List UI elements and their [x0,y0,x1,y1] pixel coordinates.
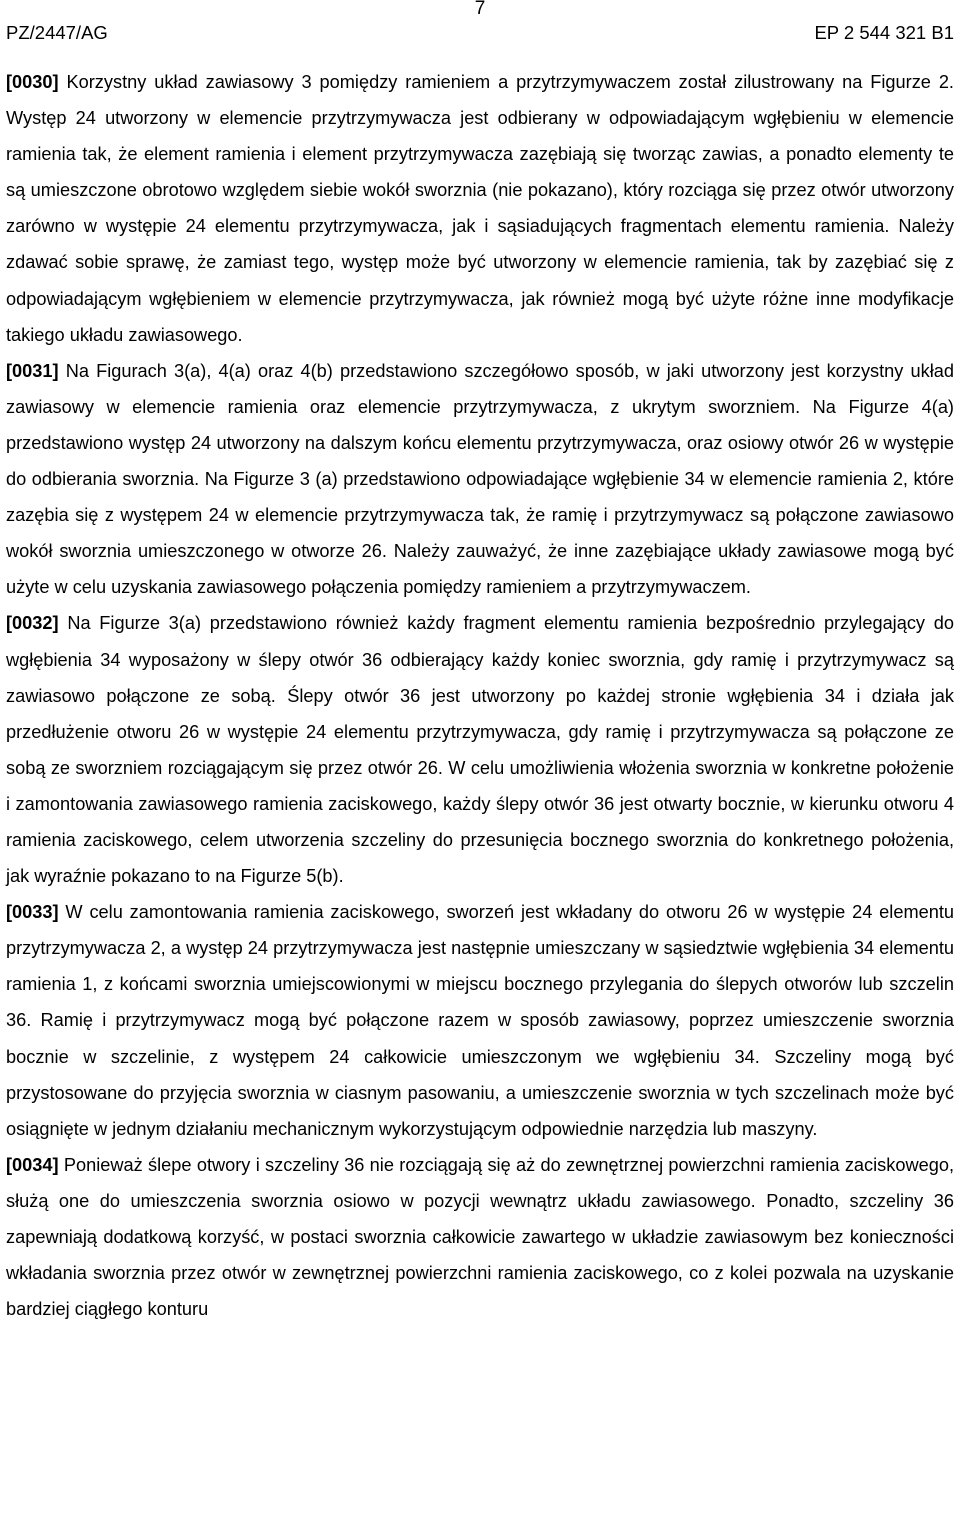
paragraph-number: [0034] [6,1154,59,1175]
paragraph-number: [0031] [6,360,59,381]
document-body [6,64,954,1327]
paragraph-0031 [6,353,954,606]
paragraph-number: [0033] [6,902,59,923]
paragraph-text: Na Figurze 3(a) przedstawiono również każdy fragment elementu ramienia bezpośrednio przylegający do wgłębienia 34 wyposażony w ślepy otwór 36 odbierający każdy koniec sworznia, gdy ramię i przytrzymywacz są zawiasowo połączone ze sobą. Ślepy otwór 36 jest utworzony po każdej stronie wgłębienia 34 i działa jak przedłużenie otworu 26 w występie 24 elementu przytrzymywacza, gdy ramię i przytrzymywacza są połączone ze sobą ze sworzniem rozciągającym się przez otwór 26. W celu umożliwienia włożenia sworznia w konkretne położenie i zamontowania zawiasowego ramienia zaciskowego, każdy ślepy otwór 36 jest otwarty bocznie, w kierunku otworu 4 ramienia zaciskowego, celem utworzenia szczeliny do przesunięcia bocznego sworznia do konkretnego położenia, jak wyraźnie pokazano to na Figurze 5(b). [6,613,954,887]
paragraph-0032 [6,605,954,894]
page-number: 7 [474,0,486,19]
paragraph-text: W celu zamontowania ramienia zaciskowego, sworzeń jest wkładany do otworu 26 w występie 24 elementu przytrzymywacza 2, a występ 24 przytrzymywacza jest następnie umieszczany w sąsiedztwie wgłębienia 34 elementu ramienia 1, z końcami sworznia umiejscowionymi w miejscu bocznego przylegania do ślepych otworów lub szczelin 36. Ramię i przytrzymywacz mogą być połączone razem w sposób zawiasowy, poprzez umieszczenie sworznia bocznie w szczelinie, z występem 24 całkowicie umieszczonym we wgłębieniu 34. Szczeliny mogą być przystosowane do przyjęcia sworznia w ciasnym pasowaniu, a umieszczenie sworznia w tych szczelinach może być osiągnięte w jednym działaniu mechanicznym wykorzystującym odpowiednie narzędzia lub maszyny. [6,902,954,1139]
paragraph-0034 [6,1147,954,1327]
paragraph-text: Na Figurach 3(a), 4(a) oraz 4(b) przedstawiono szczegółowo sposób, w jaki utworzony jest korzystny układ zawiasowy w elemencie ramienia oraz elemencie przytrzymywacza, z ukrytym sworzniem. Na Figurze 4(a) przedstawiono występ 24 utworzony na dalszym końcu elementu przytrzymywacza, oraz osiowy otwór 26 w występie do odbierania sworznia. Na Figurze 3 (a) przedstawiono odpowiadające wgłębienie 34 w elemencie ramienia 2, które zazębia się z występem 24 w elemencie przytrzymywacza tak, że ramię i przytrzymywacz są połączone zawiasowo wokół sworznia umieszczonego w otworze 26. Należy zauważyć, że inne zazębiające układy zawiasowe mogą być użyte w celu uzyskania zawiasowego połączenia pomiędzy ramieniem a przytrzymywaczem. [6,360,954,598]
paragraph-text: Ponieważ ślepe otwory i szczeliny 36 nie rozciągają się aż do zewnętrznej powierzchni ramienia zaciskowego, służą one do umieszczenia sworznia osiowo w pozycji wewnątrz układu zawiasowego. Ponadto, szczeliny 36 zapewniają dodatkową korzyść, w postaci sworznia całkowicie zawartego w układzie zawiasowym bez konieczności wkładania sworznia przez otwór w zewnętrznej powierzchni ramienia zaciskowego, co z kolei pozwala na uzyskanie bardziej ciągłego konturu [6,1154,954,1320]
paragraph-text: Korzystny układ zawiasowy 3 pomiędzy ramieniem a przytrzymywaczem został zilustrowany na Figurze 2. Występ 24 utworzony w elemencie przytrzymywacza jest odbierany w odpowiadającym wgłębieniu w elemencie ramienia tak, że element ramienia i element przytrzymywacza zazębiają się tworząc zawias, a ponadto elementy te są umieszczone obrotowo względem siebie wokół sworznia (nie pokazano), który rozciąga się przez otwór utworzony zarówno w występie 24 elementu przytrzymywacza, jak i sąsiadujących fragmentach elementu ramienia. Należy zdawać sobie sprawę, że zamiast tego, występ może być utworzony w elemencie ramienia, tak by zazębiać się z odpowiadającym wgłębieniem w elemencie przytrzymywacza, jak również mogą być użyte różne inne modyfikacje takiego układu zawiasowego. [6,72,954,345]
paragraph-0030 [6,64,954,353]
paragraph-0033 [6,894,954,1147]
paragraph-number: [0030] [6,72,59,92]
document-reference-left: PZ/2447/AG [6,22,108,43]
paragraph-number: [0032] [6,613,59,634]
patent-number: EP 2 544 321 B1 [814,22,954,43]
